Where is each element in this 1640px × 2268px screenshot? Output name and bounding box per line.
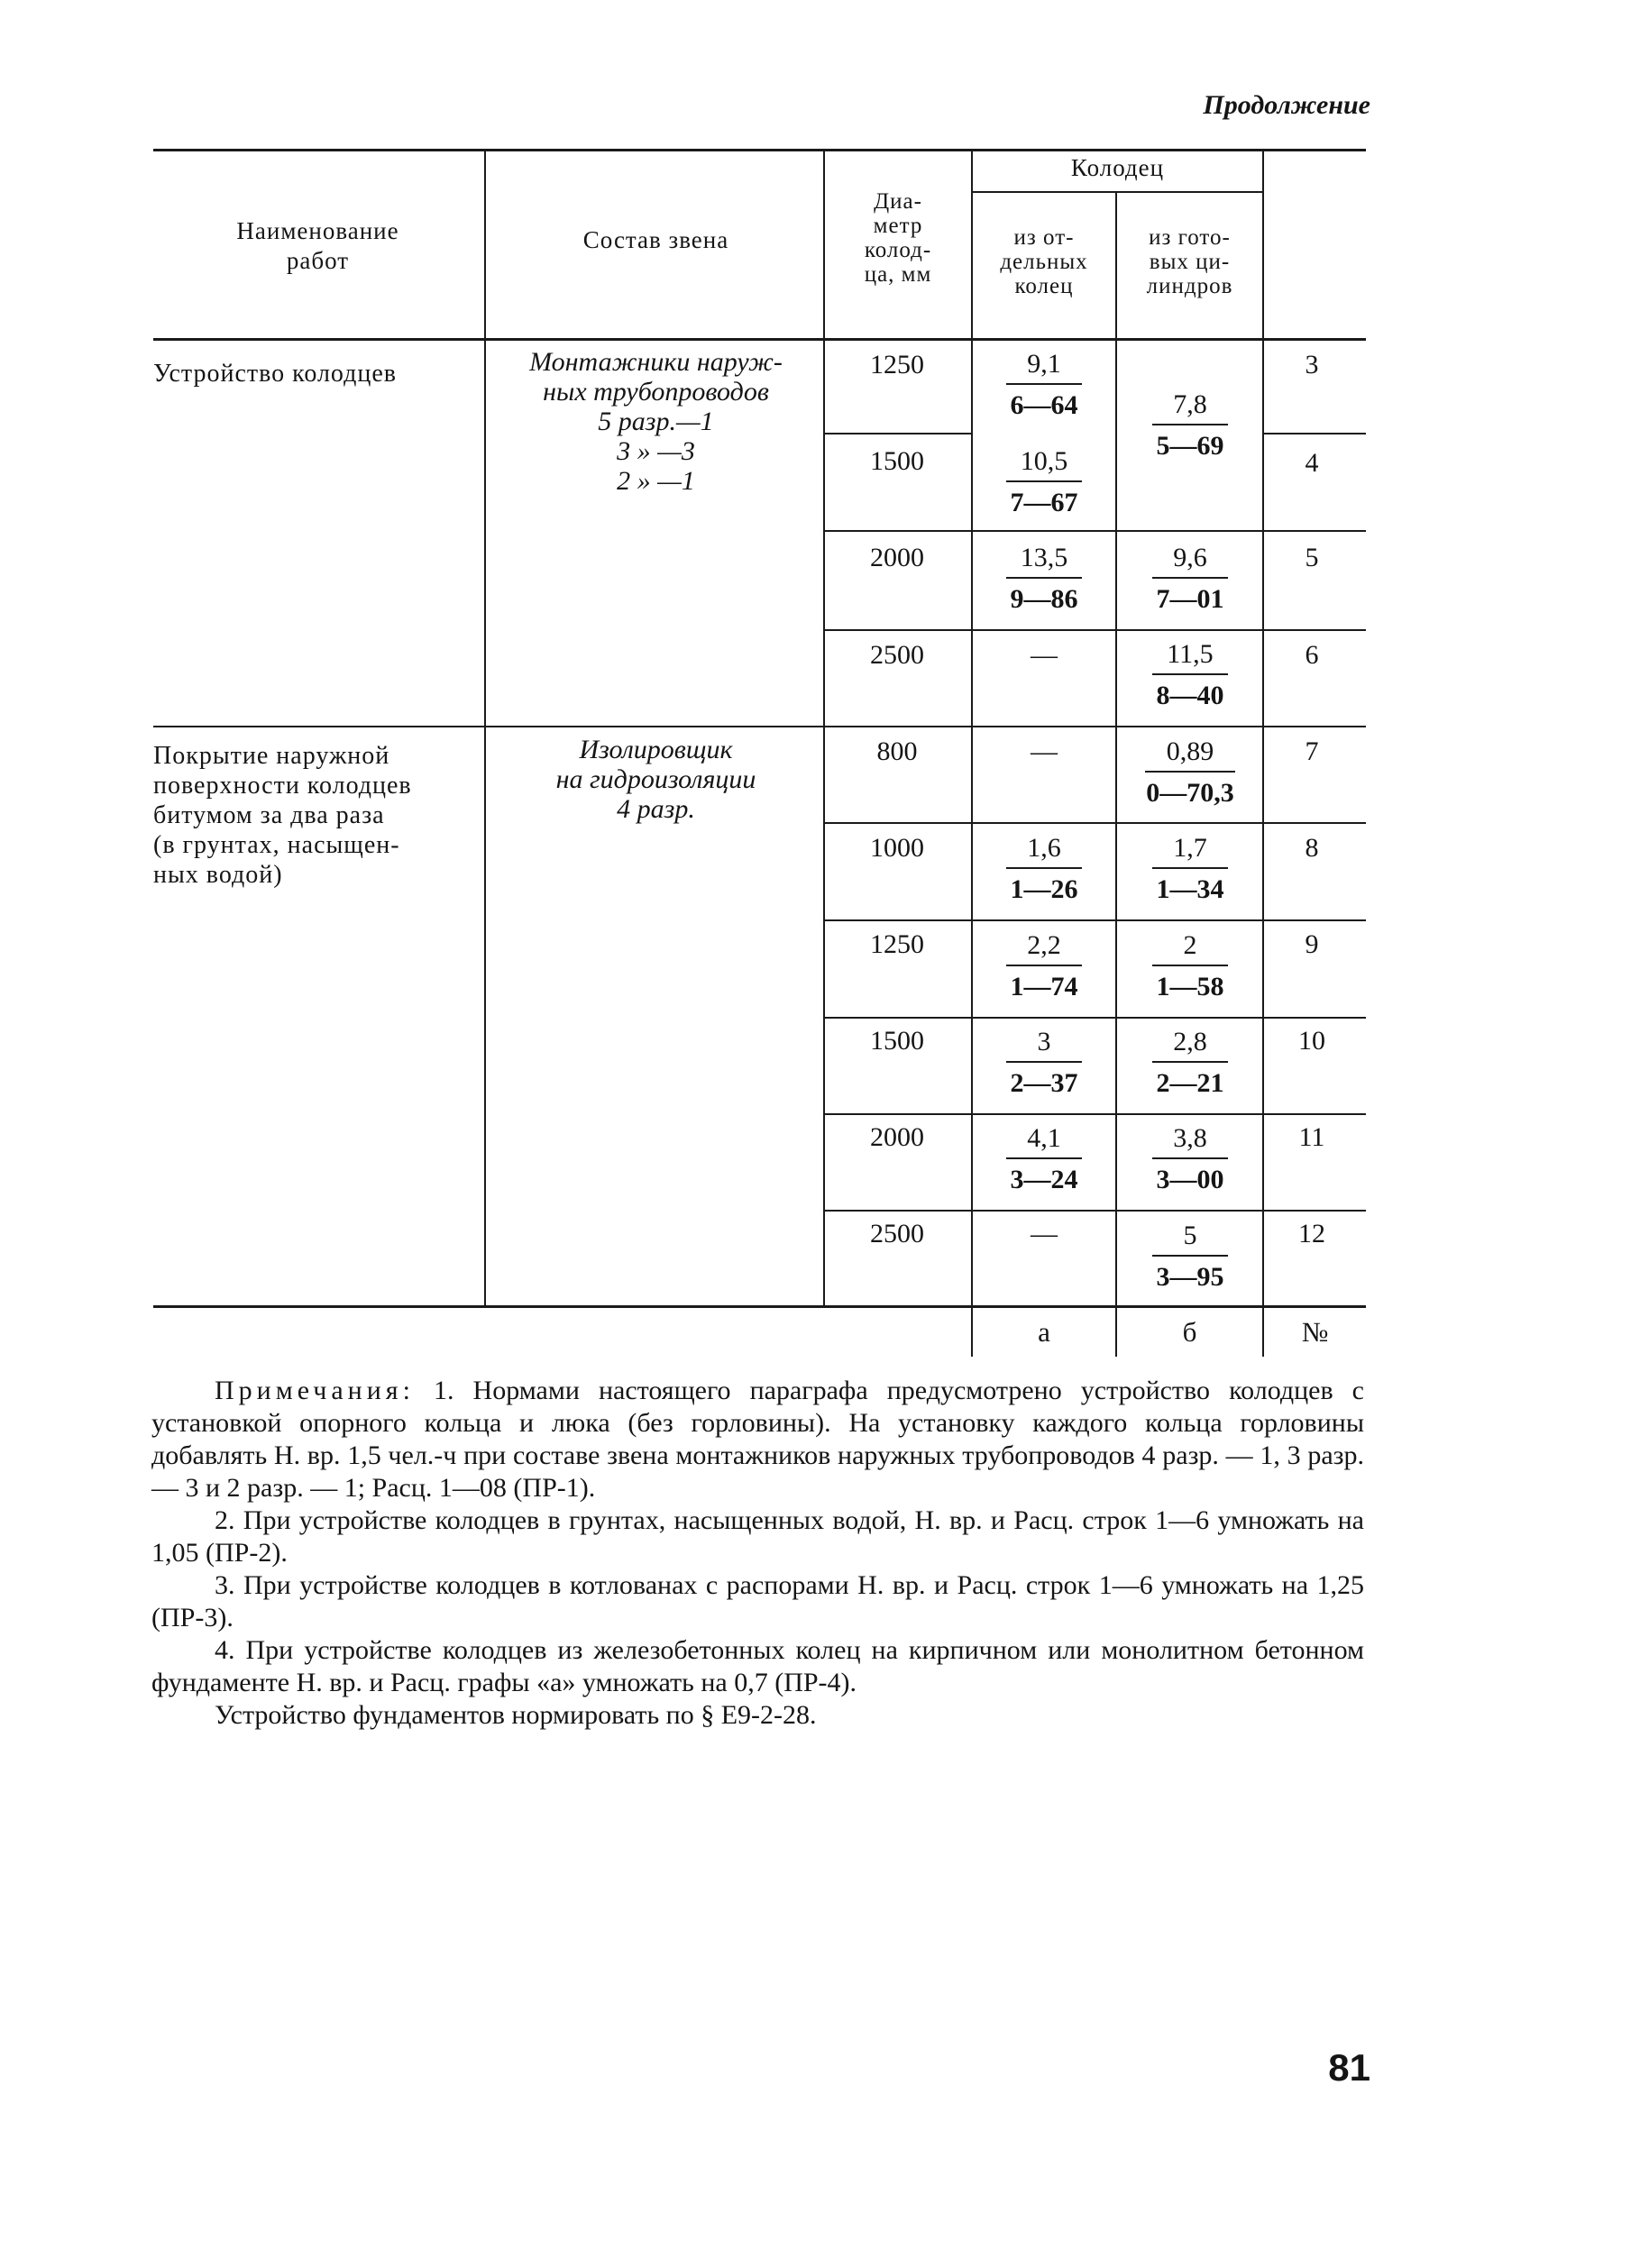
row-number-7: 7 bbox=[1305, 736, 1319, 766]
row-rule-10 bbox=[825, 1113, 1366, 1115]
row-number-4: 4 bbox=[1305, 448, 1319, 478]
norm-b-row-12: 5 3—95 bbox=[1145, 1219, 1235, 1294]
well-subheader-rule bbox=[971, 191, 1264, 193]
row-number-12: 12 bbox=[1298, 1219, 1325, 1248]
diameter-row-5: 2000 bbox=[870, 543, 924, 572]
continuation-label: Продолжение bbox=[1203, 90, 1370, 120]
col-rule-3 bbox=[971, 149, 973, 1357]
norm-a-row-3: 9,1 6—64 bbox=[999, 347, 1089, 423]
row-rule-3 bbox=[825, 433, 971, 434]
row-rule-6 bbox=[825, 726, 1366, 727]
norm-b-row-11: 3,8 3—00 bbox=[1145, 1121, 1235, 1197]
column-label-b: б bbox=[1182, 1316, 1197, 1348]
group-divider-rule bbox=[153, 726, 825, 727]
header-rings: из от- дельных колец bbox=[1000, 225, 1088, 298]
column-label-number: № bbox=[1301, 1316, 1329, 1348]
row-rule-5 bbox=[825, 629, 1366, 631]
norm-a-row-5: 13,5 9—86 bbox=[999, 541, 1089, 617]
norm-a-row-4: 10,5 7—67 bbox=[999, 444, 1089, 520]
header-cylinders: из гото- вых ци- линдров bbox=[1146, 225, 1233, 298]
note-4: 4. При устройстве колодцев из железобетонных колец на кирпичном или монолитном бетонном фундаменте Н. вр. и Расц. графы «а» умножать на 0,7 (ПР-4). bbox=[151, 1635, 1364, 1697]
col-rule-1 bbox=[484, 149, 486, 1307]
row-rule-9 bbox=[825, 1017, 1366, 1019]
norm-b-rows-3-4: 7,8 5—69 bbox=[1145, 388, 1235, 463]
diameter-row-8: 1000 bbox=[870, 833, 924, 863]
row-rule-3-num bbox=[1264, 433, 1366, 434]
row-number-8: 8 bbox=[1305, 833, 1319, 863]
norm-a-row-11: 4,1 3—24 bbox=[999, 1121, 1089, 1197]
norm-a-row-7: — bbox=[1031, 736, 1058, 766]
row-rule-4 bbox=[825, 530, 1366, 532]
norm-b-row-10: 2,8 2—21 bbox=[1145, 1025, 1235, 1101]
col-rule-4 bbox=[1115, 191, 1117, 1357]
crew-group-1: Монтажники наруж- ных трубопроводов 5 разр.—1 3 » —3 2 » —1 bbox=[529, 347, 783, 496]
row-rule-8 bbox=[825, 919, 1366, 921]
notes-label: Примечания: bbox=[215, 1376, 415, 1405]
diameter-row-7: 800 bbox=[876, 736, 918, 766]
norm-a-row-9: 2,2 1—74 bbox=[999, 928, 1089, 1004]
diameter-row-4: 1500 bbox=[870, 446, 924, 476]
diameter-row-6: 2500 bbox=[870, 640, 924, 670]
diameter-row-9: 1250 bbox=[870, 929, 924, 959]
row-number-9: 9 bbox=[1305, 929, 1319, 959]
row-number-6: 6 bbox=[1305, 640, 1319, 670]
header-bottom-rule bbox=[153, 338, 1366, 341]
norm-a-row-6: — bbox=[1031, 640, 1058, 670]
row-number-11: 11 bbox=[1298, 1122, 1325, 1152]
work-name-group-2: Покрытие наружной поверхности колодцев битумом за два раза (в грунтах, насыщен- ных водой) bbox=[153, 742, 412, 889]
norm-b-row-9: 2 1—58 bbox=[1145, 928, 1235, 1004]
table-top-rule bbox=[153, 149, 1366, 151]
header-work-name: Наименование работ bbox=[236, 217, 399, 274]
row-number-10: 10 bbox=[1298, 1026, 1325, 1056]
norm-b-row-8: 1,7 1—34 bbox=[1145, 831, 1235, 907]
note-3: 3. При устройстве колодцев в котлованах с распорами Н. вр. и Расц. строк 1—6 умножать на 1,25 (ПР-3). bbox=[151, 1570, 1364, 1632]
row-rule-11 bbox=[825, 1210, 1366, 1212]
table-bottom-rule bbox=[153, 1305, 1366, 1308]
diameter-row-3: 1250 bbox=[870, 350, 924, 380]
norm-b-row-5: 9,6 7—01 bbox=[1145, 541, 1235, 617]
header-diameter: Диа- метр колод- ца, мм bbox=[864, 189, 932, 287]
diameter-row-11: 2000 bbox=[870, 1122, 924, 1152]
note-1: Примечания: 1. Нормами настоящего параграфа предусмотрено устройство колодцев с установкой опорного кольца и люка (без горловины). На установку каждого кольца горловины добавлять Н. вр. 1,5 чел.-ч при составе звена монтажников наружных трубопроводов 4 разр. — 1, 3 разр. — 3 и 2 разр. — 1; Расц. 1—08 (ПР-1). bbox=[151, 1376, 1364, 1503]
diameter-row-12: 2500 bbox=[870, 1219, 924, 1248]
page-number: 81 bbox=[1328, 2046, 1370, 2089]
column-label-a: а bbox=[1038, 1316, 1050, 1348]
norm-a-row-10: 3 2—37 bbox=[999, 1025, 1089, 1101]
work-name-group-1: Устройство колодцев bbox=[153, 360, 398, 388]
row-rule-7 bbox=[825, 822, 1366, 824]
note-5: Устройство фундаментов нормировать по § Е9-2-28. bbox=[215, 1700, 817, 1730]
header-crew: Состав звена bbox=[582, 226, 729, 253]
norm-a-row-8: 1,6 1—26 bbox=[999, 831, 1089, 907]
norm-a-row-12: — bbox=[1031, 1219, 1058, 1248]
norm-b-row-7: 0,89 0—70,3 bbox=[1146, 736, 1234, 808]
norm-b-row-6: 11,5 8—40 bbox=[1145, 637, 1235, 713]
diameter-row-10: 1500 bbox=[870, 1026, 924, 1056]
crew-group-2: Изолировщик на гидроизоляции 4 разр. bbox=[555, 735, 756, 824]
note-2: 2. При устройстве колодцев в грунтах, насыщенных водой, Н. вр. и Расц. строк 1—6 умножать на 1,05 (ПР-2). bbox=[151, 1505, 1364, 1568]
row-number-3: 3 bbox=[1305, 350, 1319, 380]
notes-block bbox=[151, 1375, 1364, 1732]
header-well: Колодец bbox=[1070, 154, 1165, 181]
row-number-5: 5 bbox=[1305, 543, 1319, 572]
